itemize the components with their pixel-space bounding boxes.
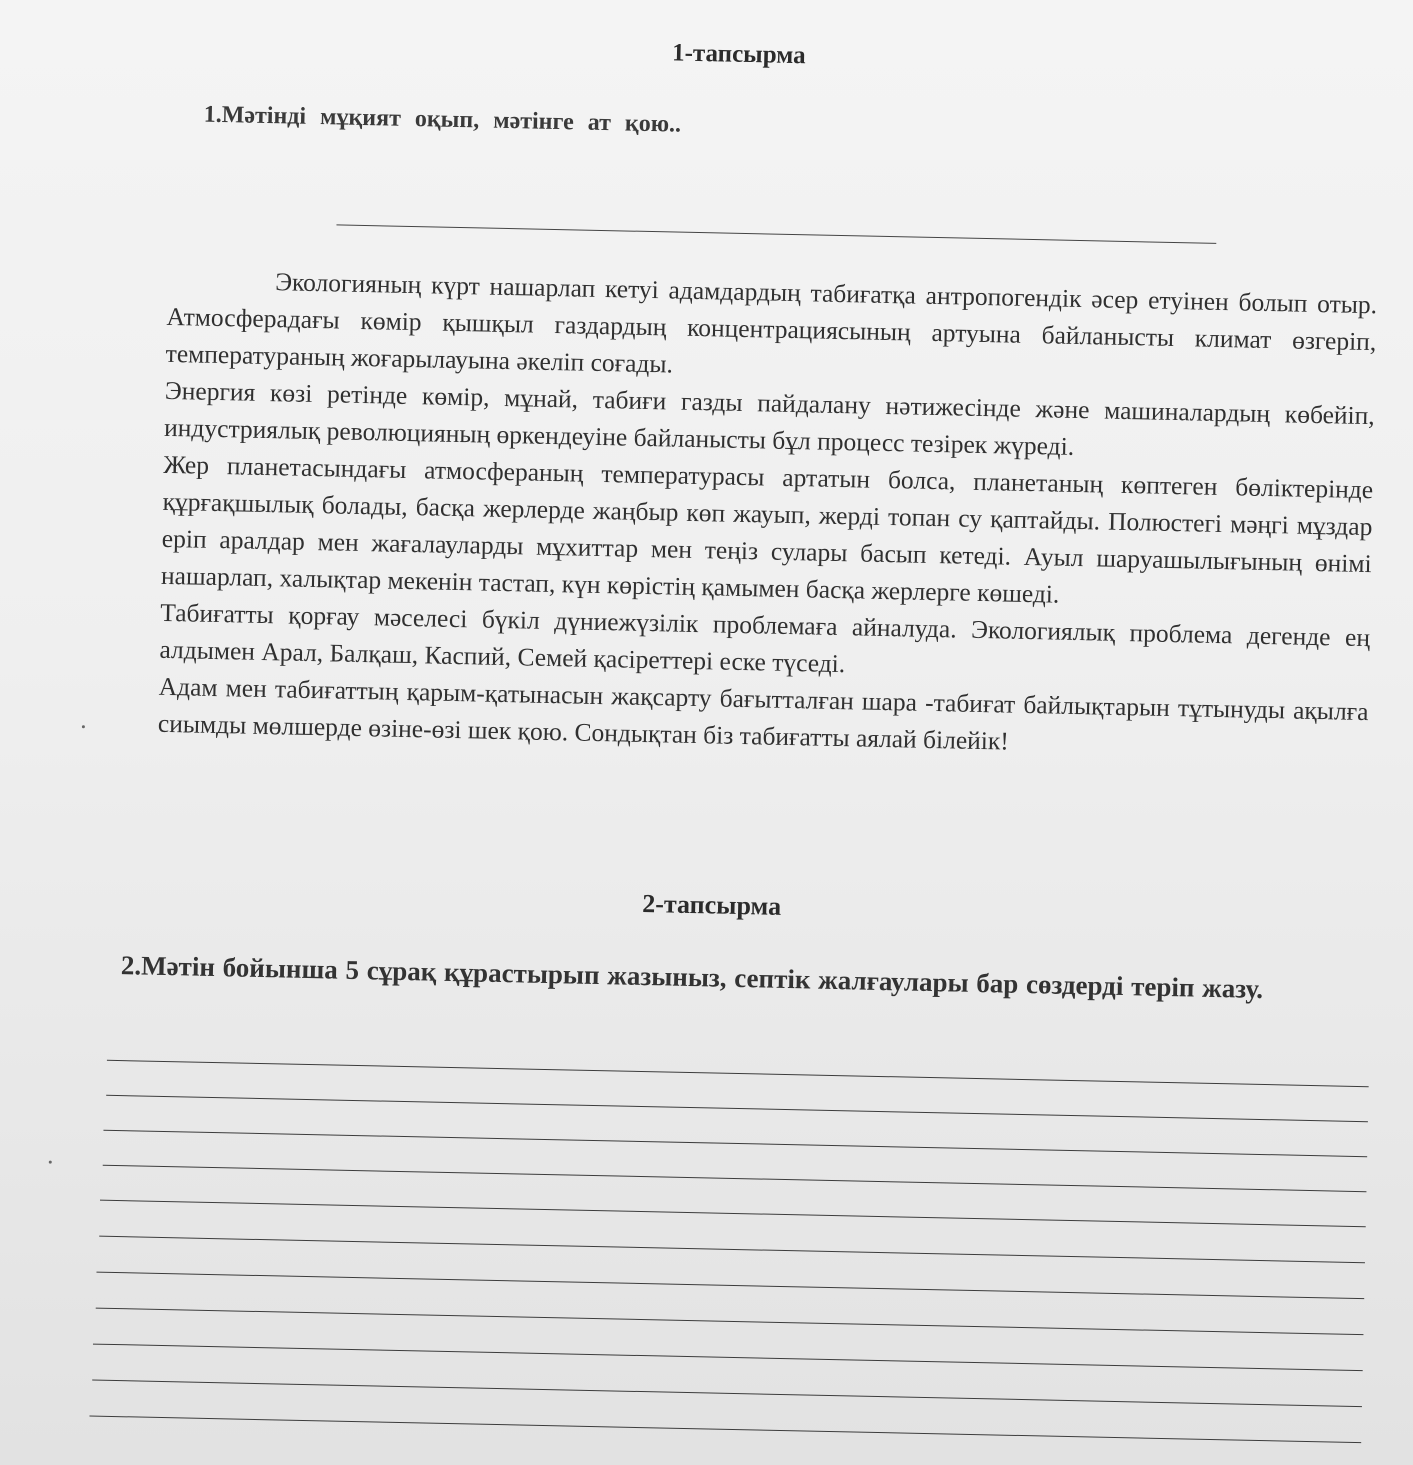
answer-line (92, 1380, 1362, 1408)
passage-paragraph-5: Адам мен табиғаттың қарым-қатынасын жақсарту бағытталған шара -табиғат байлықтарын тұтынуды ақылға сиымды мөлшерде өзіне-өзі шек қою. Сондықтан біз табиғатты аялай білейік! (157, 671, 1369, 756)
passage-paragraph-2: Энергия көзі ретінде көмір, мұнай, табиғи газды пайдалану нәтижесінде және машиналардың көбейіп, индустриялық революцияның өркендеуіне байланысты бұл процесс тезірек жүреді. (163, 375, 1376, 461)
passage-paragraph-1: Экологияның күрт нашарлап кетуі адамдардың табиғатқа антропогендік әсер етуінен болып отыр. Атмосферадағы көмір қышқыл газдардың концентрациясының артуына байланысты климат өзгеріп, температураның жоғарылауына әкеліп соғады. (165, 267, 1378, 379)
reading-passage (158, 261, 1378, 767)
answer-lines (1, 0, 1413, 15)
task1-heading: 1-тапсырма (671, 39, 806, 70)
answer-line (93, 1344, 1363, 1372)
answer-line (96, 1308, 1364, 1336)
answer-line (103, 1130, 1367, 1157)
paper-speck (49, 1161, 52, 1164)
task1-instruction: 1.Мәтінді мұқият оқып, мәтінге ат қою.. (203, 101, 682, 138)
task2-heading: 2-тапсырма (642, 888, 782, 921)
answer-line (103, 1165, 1367, 1192)
paper-speck (82, 725, 85, 728)
title-answer-line (336, 224, 1216, 243)
answer-line (89, 1416, 1361, 1444)
passage-paragraph-3: Жер планетасындағы атмосфераның температурасы артатын болса, планетаның көптеген бөліктерінде құрғақшылық болады, басқа жерлерде жаңбыр көп жауып, жерді топан су қаптайды. Полюстегі мәңгі мұздар еріп аралдар мен жағалауларды мұхиттар мен теңіз сулары басып кетеді. Ауыл шаруашылығының өнімі нашарлап, халықтар мекенін тастап, күн көрістің қамымен басқа жерлерге көшеді. (160, 449, 1374, 609)
answer-line (106, 1095, 1368, 1122)
task2-instruction: 2.Мәтін бойынша 5 сұрақ құрастырып жазыныз, септік жалғаулары бар сөздерді теріп жазу. (120, 950, 1264, 1004)
answer-line (99, 1236, 1365, 1264)
answer-line (107, 1060, 1369, 1087)
answer-line (96, 1272, 1364, 1300)
passage-paragraph-4: Табиғатты қорғау мәселесі бүкіл дүниежүзілік проблемаға айналуда. Экологиялық проблема дегенде ең алдымен Арал, Балқаш, Каспий, Семей қасіреттері еске түседі. (159, 597, 1371, 679)
answer-line (100, 1200, 1366, 1228)
